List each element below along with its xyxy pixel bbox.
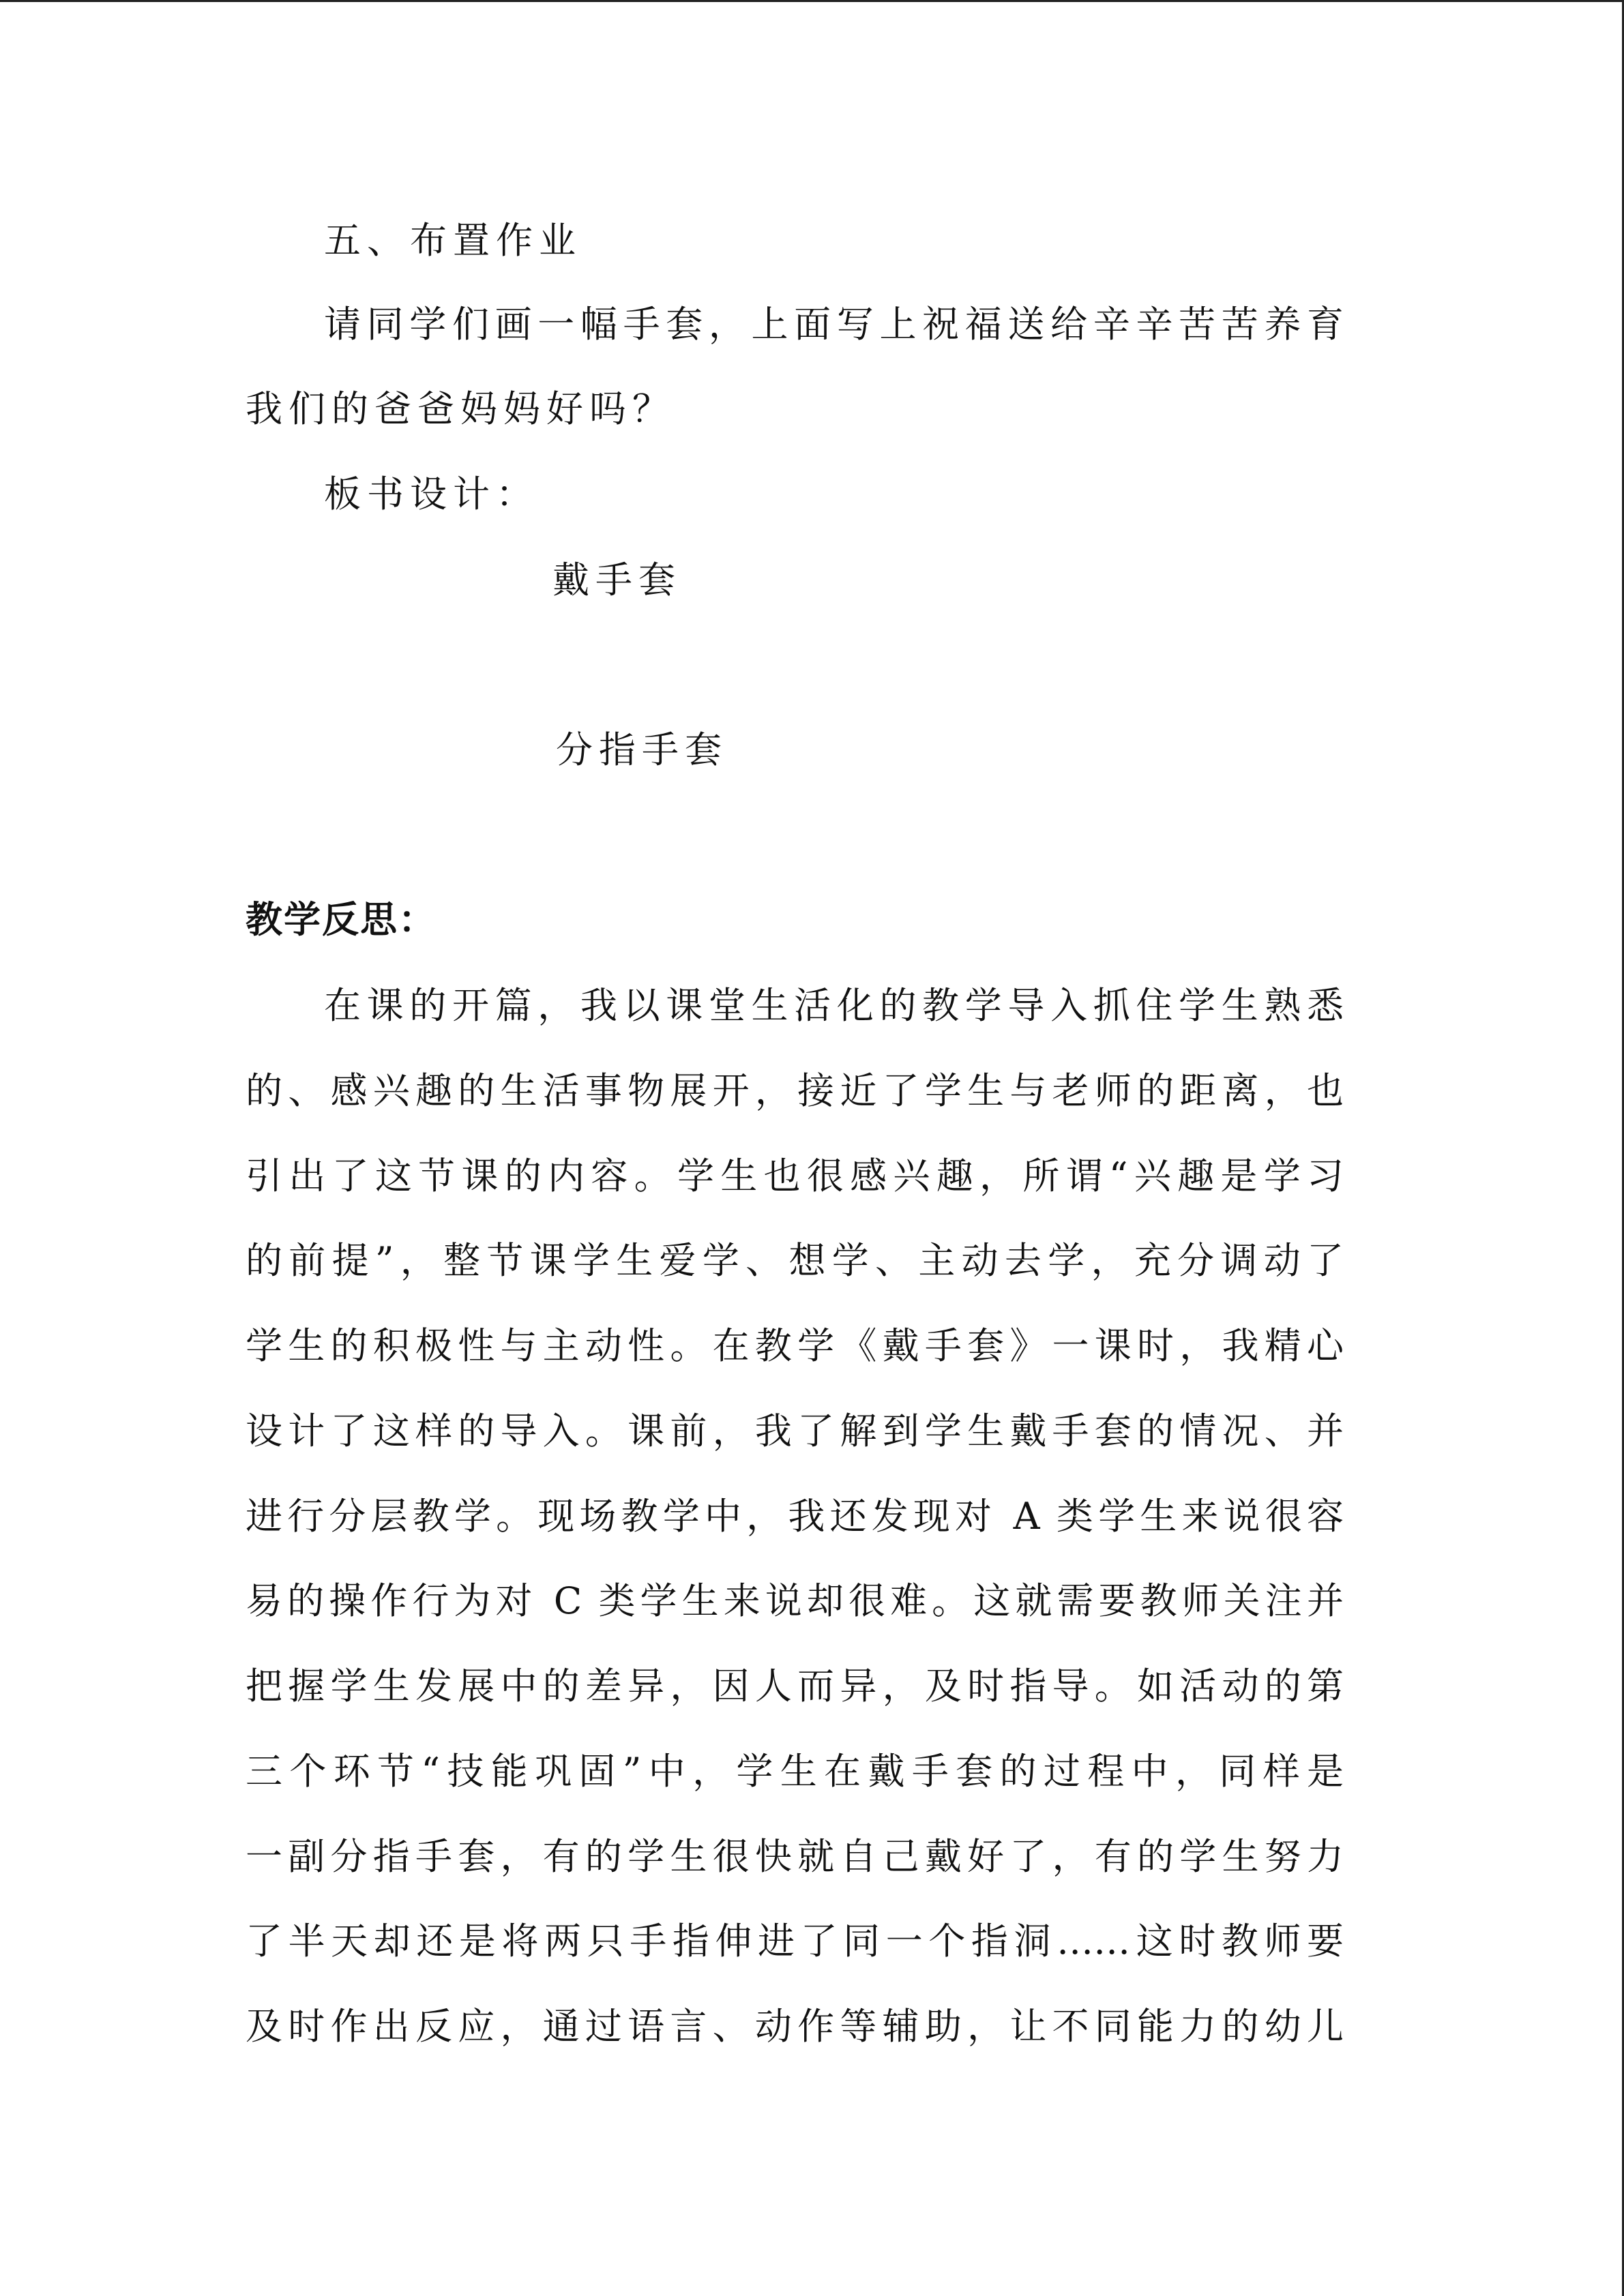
reflection-line: 三个环节“技能巩固”中，学生在戴手套的过程中，同样是 <box>246 1750 1344 1793</box>
board-title: 戴手套 <box>552 558 681 601</box>
reflection-line: 及时作出反应，通过语言、动作等辅助，让不同能力的幼儿 <box>246 2005 1344 2048</box>
reflection-line: 的前提”，整节课学生爱学、想学、主动去学，充分调动了 <box>246 1239 1344 1282</box>
section-heading: 五、布置作业 <box>324 219 582 262</box>
reflection-line: 引出了这节课的内容。学生也很感兴趣，所谓“兴趣是学习 <box>246 1154 1344 1197</box>
reflection-line: 学生的积极性与主动性。在教学《戴手套》一课时，我精心 <box>246 1324 1344 1367</box>
board-item: 分指手套 <box>556 728 728 771</box>
reflection-line: 设计了这样的导入。课前，我了解到学生戴手套的情况、并 <box>246 1410 1344 1452</box>
homework-line: 我们的爸爸妈妈好吗？ <box>246 387 675 430</box>
reflection-line: 在课的开篇，我以课堂生活化的教学导入抓住学生熟悉 <box>324 984 1344 1027</box>
reflection-line: 一副分指手套，有的学生很快就自己戴好了，有的学生努力 <box>246 1835 1344 1878</box>
reflection-line: 把握学生发展中的差异，因人而异，及时指导。如活动的第 <box>246 1665 1344 1708</box>
reflection-line: 进行分层教学。现场教学中，我还发现对 A 类学生来说很容 <box>246 1495 1344 1538</box>
reflection-heading: 教学反思： <box>246 898 437 941</box>
reflection-line: 的、感兴趣的生活事物展开，接近了学生与老师的距离，也 <box>246 1069 1344 1112</box>
homework-line: 请同学们画一幅手套，上面写上祝福送给辛辛苦苦养育 <box>324 303 1344 346</box>
reflection-line: 易的操作行为对 C 类学生来说却很难。这就需要教师关注并 <box>246 1579 1344 1622</box>
reflection-line: 了半天却还是将两只手指伸进了同一个指洞……这时教师要 <box>246 1920 1344 1963</box>
board-design-label: 板书设计： <box>324 473 539 516</box>
